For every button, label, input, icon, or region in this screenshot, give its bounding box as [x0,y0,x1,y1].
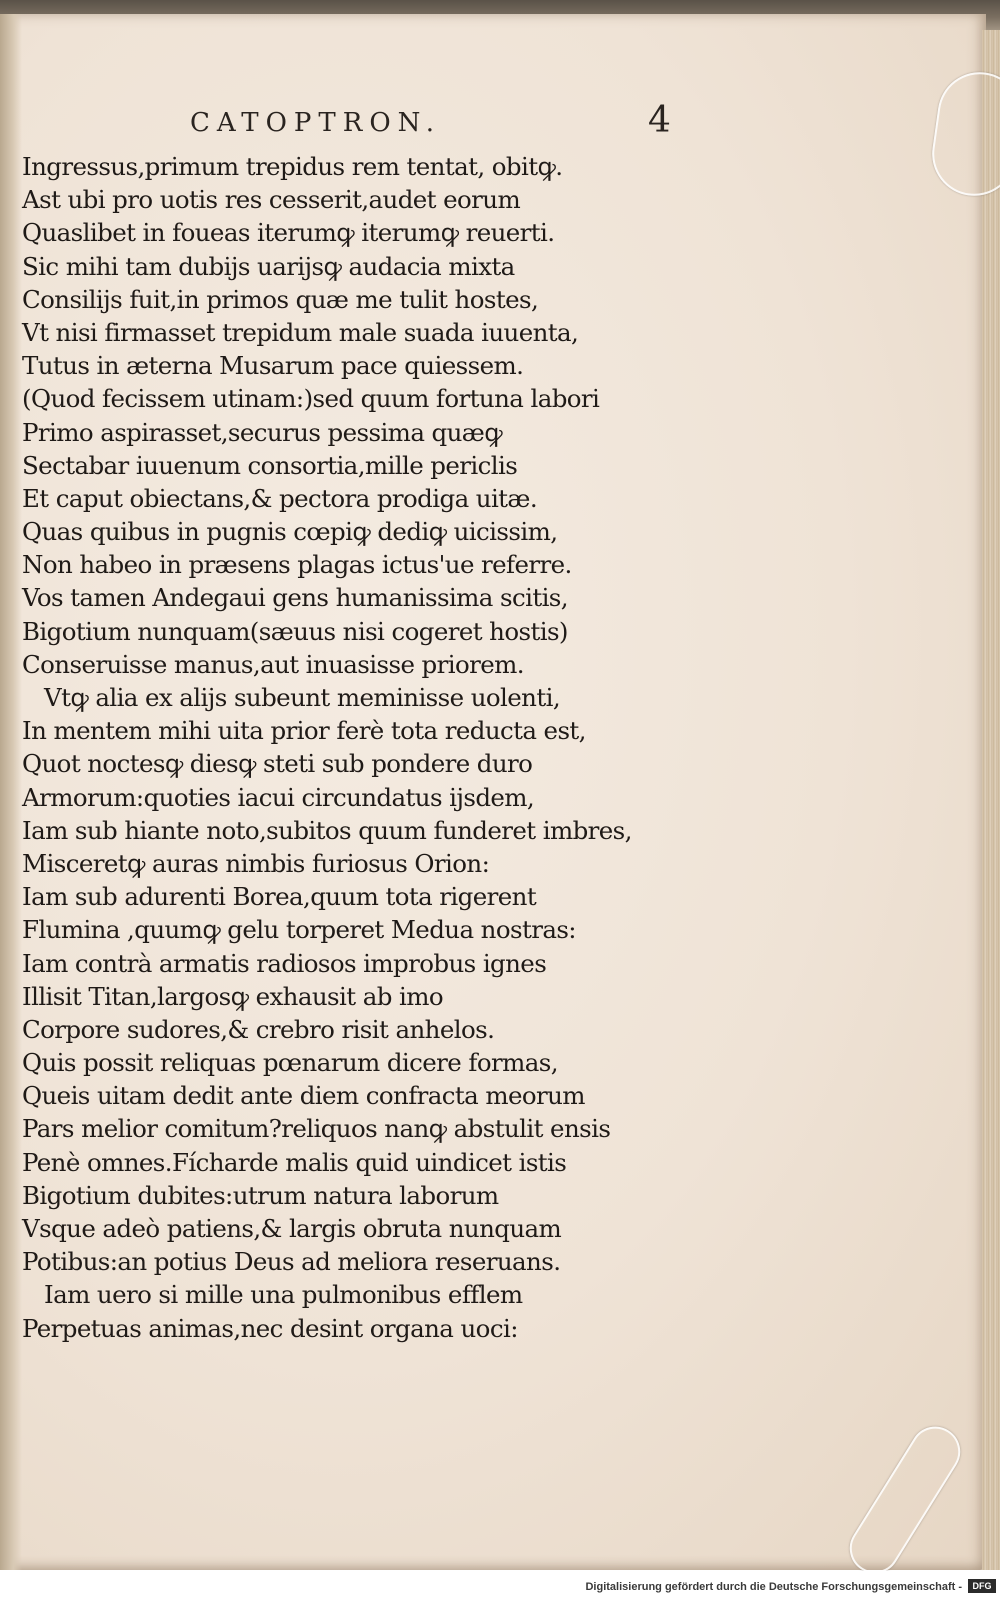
verse-line: Vsque adeò patiens,& largis obruta nunquam [22,1214,562,1243]
verse-line: Ast ubi pro uotis res cesserit,audet eorum [22,185,521,215]
verse-line: Illisit Titan,largosꝙ exhausit ab imo [22,981,443,1011]
verse-line: Bigotium dubites:utrum natura laborum [22,1180,499,1210]
verse-line: Vt nisi firmasset trepidum male suada iuuenta, [22,317,579,347]
page-gutter-shadow [0,14,22,1570]
verse-line: Queis uitam dedit ante diem confracta meorum [22,1081,585,1111]
page-number: 4 [648,100,671,141]
verse-line: Vos tamen Andegaui gens humanissima scitis, [22,583,568,613]
verse-line: Flumina ,quumꝙ gelu torperet Medua nostras: [22,915,576,945]
verse-line: Vtꝙ alia ex alijs subeunt meminisse uolenti, [44,683,561,712]
verse-line: Pars melior comitum?reliquos nanꝙ abstulit ensis [22,1114,611,1144]
verse-line: Penè omnes.Fícharde malis quid uindicet istis [22,1147,567,1177]
verse-line: Perpetuas animas,nec desint organa uoci: [22,1313,518,1343]
verse-line: Iam uero si mille una pulmonibus efflem [44,1280,523,1310]
verse-line: Primo aspirasset,securus pessima quæꝙ [22,417,503,447]
verse-line: Ingressus,primum trepidus rem tentat, obitꝙ. [22,152,563,181]
verse-line: Sectabar iuuenum consortia,mille periclis [22,450,518,480]
verse-line: Potibus:an potius Deus ad meliora reseruans. [22,1247,561,1277]
footer-credit: Digitalisierung gefördert durch die Deutsche Forschungsgemeinschaft - [585,1581,962,1593]
verse-line: Conseruisse manus,aut inuasisse priorem. [22,649,524,679]
verse-line: Consilijs fuit,in primos quæ me tulit hostes, [22,284,539,314]
verse-line: Corpore sudores,& crebro risit anhelos. [22,1014,495,1044]
verse-line: Iam contrà armatis radiosos improbus ignes [22,948,547,978]
dfg-logo: DFG [968,1579,996,1593]
verse-line: Iam sub adurenti Borea,quum tota rigerent [22,882,537,912]
verse-line: Quot noctesꝙ diesꝙ steti sub pondere duro [22,749,533,779]
verse-line: Quaslibet in foueas iterumꝙ iterumꝙ reuerti. [22,218,555,248]
verse-line: Sic mihi tam dubijs uarijsꝙ audacia mixta [22,251,515,281]
verse-line: Misceretꝙ auras nimbis furiosus Orion: [22,848,490,878]
verse-line: Iam sub hiante noto,subitos quum funderet imbres, [22,815,632,845]
verse-line: Quis possit reliquas pœnarum dicere formas, [22,1048,558,1078]
page-fore-edge [982,30,1000,1570]
verse-line: Bigotium nunquam(sæuus nisi cogeret hostis) [22,616,568,646]
verse-line: Tutus in æterna Musarum pace quiessem. [22,351,524,381]
running-head: CATOPTRON. [190,108,441,138]
verse-line: (Quod fecissem utinam:)sed quum fortuna labori [22,384,600,414]
verse-line: Armorum:quoties iacui circundatus ijsdem, [22,782,535,812]
verse-text-block [22,150,642,1345]
verse-line: In mentem mihi uita prior ferè tota reducta est, [22,716,586,746]
verse-line: Et caput obiectans,& pectora prodiga uitæ. [22,483,538,513]
verse-line: Non habeo in præsens plagas ictus'ue referre. [22,550,572,580]
verse-line: Quas quibus in pugnis cœpiꝙ dediꝙ uicissim, [22,517,558,547]
